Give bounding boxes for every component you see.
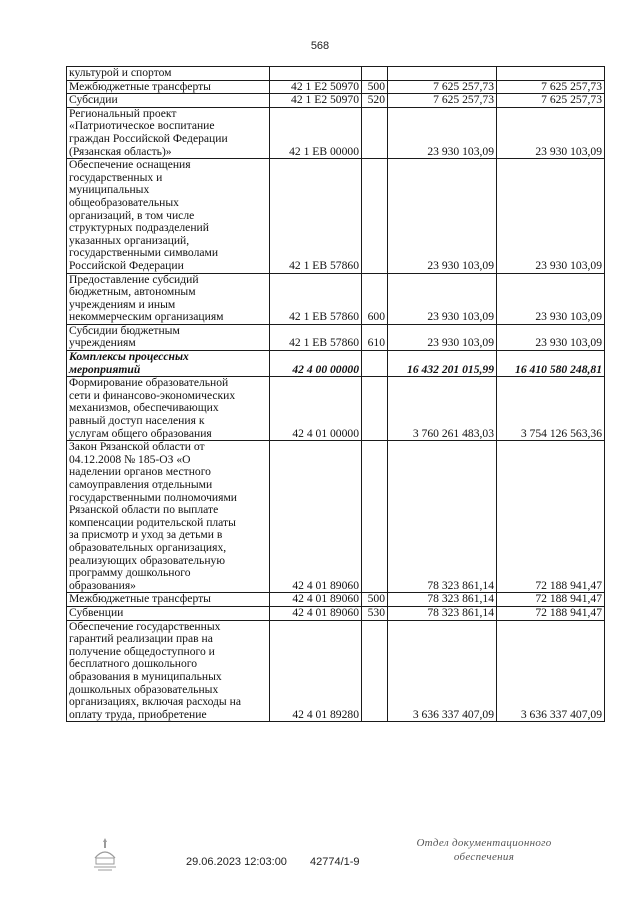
expense-type-cell: [362, 377, 388, 441]
row-name-cell: [67, 606, 270, 620]
row-name-line: некоммерческим организациям: [69, 310, 224, 324]
amount-2023-cell: 23 930 103,09: [388, 159, 497, 273]
footer-datetime: 29.06.2023 12:03:00: [186, 856, 287, 868]
amount-2023-cell: 7 625 257,73: [388, 94, 497, 108]
amount-2024-cell: 7 625 257,73: [497, 94, 605, 108]
stamp-line: Отдел документационного: [416, 837, 552, 849]
row-name-line: образовательных организациях,: [69, 540, 227, 554]
row-name-line: Субсидии: [69, 93, 118, 107]
row-name-line: Предоставление субсидий: [69, 273, 199, 286]
row-name-line: Субсидии бюджетным: [69, 324, 180, 337]
target-code-cell: 42 4 01 89060: [270, 606, 362, 620]
page-number: 568: [310, 40, 330, 52]
row-name-line: Обеспечение оснащения: [69, 158, 191, 172]
amount-2023-cell: 78 323 861,14: [388, 606, 497, 620]
row-name-line: структурных подразделений: [69, 221, 209, 235]
row-name-cell: [67, 620, 270, 722]
target-code-cell: 42 4 01 89060: [270, 593, 362, 607]
row-name-line: за присмотр и уход за детьми в: [69, 528, 223, 542]
amount-2024-cell: 23 930 103,09: [497, 159, 605, 273]
row-name-line: 04.12.2008 № 185-ОЗ «О: [69, 452, 191, 466]
row-name-line: самоуправления отдельными: [69, 478, 213, 491]
seal-icon: [92, 836, 118, 872]
row-name-line: Закон Рязанской области от: [69, 440, 205, 454]
row-name-line: образования»: [69, 578, 136, 592]
expense-type-cell: 500: [362, 593, 388, 607]
amount-2023-cell: 16 432 201 015,99: [388, 351, 497, 377]
amount-2024-cell: 3 754 126 563,36: [497, 377, 605, 441]
amount-2024-cell: 23 930 103,09: [497, 107, 605, 158]
row-name-line: наделении органов местного: [69, 465, 211, 479]
row-name-cell: [67, 593, 270, 607]
expense-type-cell: 530: [362, 606, 388, 620]
row-name-line: государственными символами: [69, 246, 219, 260]
amount-2024-cell: 7 625 257,73: [497, 80, 605, 94]
row-name-line: оплату труда, приобретение: [69, 707, 207, 721]
row-name-cell: [67, 273, 270, 324]
expense-type-cell: [362, 107, 388, 158]
amount-2023-cell: 7 625 257,73: [388, 80, 497, 94]
row-name-cell: [67, 80, 270, 94]
row-name-line: программу дошкольного: [69, 566, 191, 580]
row-name-line: организациях, включая расходы на: [69, 695, 241, 709]
amount-2023-cell: 78 323 861,14: [388, 441, 497, 593]
amount-2024-cell: 16 410 580 248,81: [497, 351, 605, 377]
stamp-line: обеспечения: [453, 851, 515, 863]
footer-doc-number: 42774/1-9: [310, 856, 360, 868]
row-name-line: Региональный проект: [69, 107, 177, 120]
amount-2024-cell: [497, 67, 605, 81]
row-name-line: муниципальных: [69, 183, 150, 197]
amount-2024-cell: 72 188 941,47: [497, 441, 605, 593]
table-row: [67, 377, 605, 441]
row-name-cell: [67, 67, 270, 81]
target-code-cell: 42 4 01 89280: [270, 620, 362, 722]
row-name-line: Субвенции: [69, 606, 124, 619]
row-name-line: равный доступ населения к: [69, 414, 205, 428]
row-name-line: Комплексы процессных: [69, 350, 189, 364]
department-stamp: [404, 836, 564, 864]
expense-type-cell: [362, 620, 388, 722]
budget-table-body: [67, 67, 605, 722]
target-code-cell: 42 4 01 00000: [270, 377, 362, 441]
table-row: [67, 441, 605, 593]
row-name-line: услугам общего образования: [69, 426, 212, 440]
row-name-line: Межбюджетные трансферты: [69, 80, 211, 93]
table-row: [67, 606, 605, 620]
target-code-cell: 42 1 EB 00000: [270, 107, 362, 158]
table-row: [67, 94, 605, 108]
row-name-cell: [67, 377, 270, 441]
row-name-line: компенсации родительской платы: [69, 515, 236, 529]
row-name-line: организаций, в том числе: [69, 208, 195, 222]
row-name-line: «Патриотическое воспитание: [69, 119, 215, 133]
row-name-cell: [67, 324, 270, 350]
amount-2024-cell: 72 188 941,47: [497, 593, 605, 607]
row-name-line: государственных и: [69, 170, 163, 184]
table-row: [67, 273, 605, 324]
target-code-cell: [270, 67, 362, 81]
table-row: [67, 67, 605, 81]
row-name-line: реализующих образовательную: [69, 553, 226, 567]
row-name-line: Рязанской области по выплате: [69, 503, 219, 517]
row-name-line: сети и финансово-экономических: [69, 388, 236, 402]
amount-2023-cell: 3 760 261 483,03: [388, 377, 497, 441]
target-code-cell: 42 1 EB 57860: [270, 273, 362, 324]
target-code-cell: 42 1 E2 50970: [270, 80, 362, 94]
row-name-line: образования в муниципальных: [69, 669, 222, 683]
row-name-cell: [67, 351, 270, 377]
expense-type-cell: [362, 351, 388, 377]
target-code-cell: 42 4 01 89060: [270, 441, 362, 593]
row-name-line: указанных организаций,: [69, 233, 190, 247]
row-name-cell: [67, 441, 270, 593]
amount-2023-cell: 3 636 337 407,09: [388, 620, 497, 722]
budget-table: [66, 66, 605, 722]
row-name-line: Обеспечение государственных: [69, 620, 221, 633]
row-name-line: мероприятий: [69, 362, 141, 376]
row-name-line: (Рязанская область)»: [69, 144, 172, 158]
table-row: [67, 107, 605, 158]
row-name-line: механизмов, обеспечивающих: [69, 401, 219, 415]
row-name-line: учреждениям и иным: [69, 297, 176, 311]
row-name-line: Формирование образовательной: [69, 376, 229, 390]
table-row: [67, 324, 605, 350]
row-name-line: дошкольных образовательных: [69, 682, 219, 696]
amount-2024-cell: 23 930 103,09: [497, 273, 605, 324]
expense-type-cell: [362, 159, 388, 273]
row-name-line: получение общедоступного и: [69, 644, 215, 658]
amount-2023-cell: 23 930 103,09: [388, 273, 497, 324]
row-name-line: Российской Федерации: [69, 258, 184, 272]
row-name-line: граждан Российской Федерации: [69, 131, 228, 145]
expense-type-cell: 600: [362, 273, 388, 324]
expense-type-cell: [362, 67, 388, 81]
expense-type-cell: [362, 441, 388, 593]
expense-type-cell: 500: [362, 80, 388, 94]
table-row: [67, 159, 605, 273]
amount-2024-cell: 72 188 941,47: [497, 606, 605, 620]
amount-2023-cell: 23 930 103,09: [388, 324, 497, 350]
row-name-line: бюджетным, автономным: [69, 285, 196, 299]
row-name-cell: [67, 159, 270, 273]
table-row: [67, 351, 605, 377]
row-name-line: гарантий реализации прав на: [69, 632, 213, 646]
target-code-cell: 42 1 E2 50970: [270, 94, 362, 108]
table-row: [67, 80, 605, 94]
expense-type-cell: 610: [362, 324, 388, 350]
target-code-cell: 42 1 EB 57860: [270, 159, 362, 273]
amount-2023-cell: [388, 67, 497, 81]
amount-2023-cell: 78 323 861,14: [388, 593, 497, 607]
target-code-cell: 42 4 00 00000: [270, 351, 362, 377]
row-name-cell: [67, 107, 270, 158]
table-row: [67, 593, 605, 607]
row-name-cell: [67, 94, 270, 108]
row-name-line: бесплатного дошкольного: [69, 657, 198, 671]
amount-2023-cell: 23 930 103,09: [388, 107, 497, 158]
expense-type-cell: 520: [362, 94, 388, 108]
row-name-line: общеобразовательных: [69, 195, 179, 209]
target-code-cell: 42 1 EB 57860: [270, 324, 362, 350]
amount-2024-cell: 23 930 103,09: [497, 324, 605, 350]
row-name-line: культурой и спортом: [69, 66, 172, 79]
row-name-line: учреждениям: [69, 336, 136, 350]
amount-2024-cell: 3 636 337 407,09: [497, 620, 605, 722]
table-row: [67, 620, 605, 722]
row-name-line: государственными полномочиями: [69, 490, 238, 504]
row-name-line: Межбюджетные трансферты: [69, 592, 211, 606]
